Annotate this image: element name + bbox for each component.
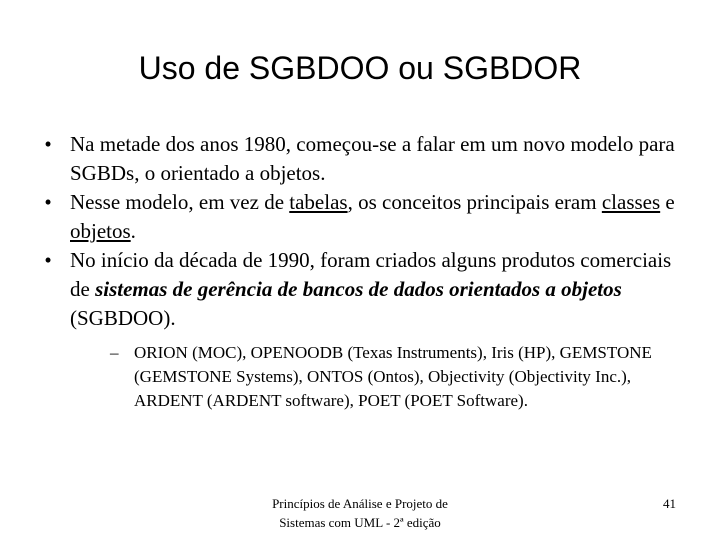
bullet-3-text-part1: No início da década de 1990, foram criados alguns produtos comerciais de [70,248,672,301]
slide-title: Uso de SGBDOO ou SGBDOR [138,50,582,86]
bullet-2-text-part1: Nesse modelo, em vez de [70,190,290,214]
page-number: 41 [663,496,676,511]
bullet-2-text-part2: , os conceitos principais eram [347,190,602,214]
bullet-3-text-part2: (SGBDOO). [70,306,176,330]
bullet-1-text: Na metade dos anos 1980, começou-se a falar em um novo modelo para SGBDs, o orientado a objetos. [70,132,675,185]
bullet-item-1 [38,130,688,188]
dash-icon: – [110,343,119,362]
bullet-item-3 [38,246,688,413]
bullet-icon: • [44,248,52,272]
term-objetos: objetos [70,219,131,243]
footer-line-2: Sistemas com UML - 2ª edição [279,515,441,530]
footer-line-1: Princípios de Análise e Projeto de [272,496,448,511]
bullet-3-emphasis: sistemas de gerência de bancos de dados orientados a objetos [95,277,622,301]
footer-caption [220,494,500,532]
sub-list [110,341,688,413]
sub-item-1 [110,341,688,413]
sub-item-1-text: ORION (MOC), OPENOODB (Texas Instruments), Iris (HP), GEMSTONE (GEMSTONE Systems), ONTOS (Ontos), Objectivity (Objectivity Inc.), ARDENT (ARDENT software), POET (POET Software). [134,343,652,410]
bullet-icon: • [44,190,52,214]
bullet-2-text-part3: e [660,190,675,214]
term-classes: classes [601,190,661,214]
bullet-list [38,130,688,413]
bullet-icon: • [44,132,52,156]
bullet-2-text-part4: . [130,219,136,243]
bullet-item-2 [38,188,688,246]
term-tabelas: tabelas [289,190,348,214]
